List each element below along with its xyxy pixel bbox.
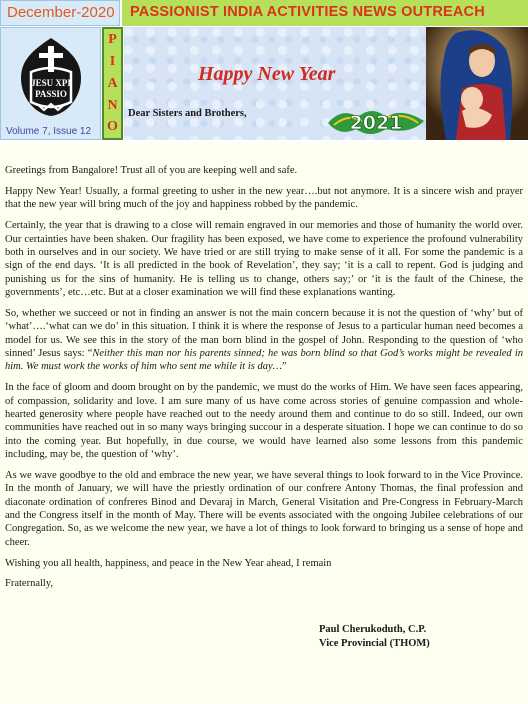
letter-closing-wish: Wishing you all health, happiness, and peace in the New Year ahead, I remain (5, 557, 332, 569)
letter-paragraph: As we wave goodbye to the old and embrace the new year, we have several things to look forward to in the Vice Province. In the month of January, we will have the priestly ordination of our confrere Antony Thomas, the final profession and diaconate ordination of confreres Binod and Devaraj in March, General Visitation and Pre-Congress in February-March and the Congress itself in the month of May. There will be events associated with the ongoing Jubilee celebrations of our Congregation. So, as we welcome the new year, we have a lot of things to look forward to bringing us a sense of hope and cheer. (5, 469, 523, 548)
logo-panel (0, 27, 101, 140)
letter-paragraph: Happy New Year! Usually, a formal greeting to usher in the new year….but not anymore. It is a sincere wish and prayer that the new year will bring much of the joy and happiness robbed by the pandemic. (5, 185, 523, 211)
paragraph-text: So, whether we succeed or not in finding an answer is not the main concern because it is not the question of ‘why’ but of ‘what’….‘what can we do’ in this situation. I think it is where the response of Jesus to a particular human need becomes a model for us. We see this in the story of the man born blind in the gospel of John. Responding to the question of ‘who sinned’ Jesus says: “ (5, 307, 523, 359)
happy-new-year-heading: Happy New Year (198, 63, 336, 85)
piano-letter-p: P (108, 32, 117, 47)
letter-body (0, 143, 528, 704)
year-2021-badge (326, 103, 426, 139)
date-box (0, 0, 120, 26)
signature-name: Paul Cherukoduth, C.P. (319, 624, 427, 635)
passionist-emblem-logo (17, 36, 85, 118)
piano-letter-n: N (107, 98, 118, 113)
new-year-banner (124, 27, 426, 140)
year-badge-text: 2021 (349, 112, 403, 134)
madonna-child-image (426, 27, 528, 140)
logo-text-top: JESU XPI (31, 78, 71, 88)
quote-close: ” (281, 361, 287, 373)
letter-paragraph: In the face of gloom and doom brought on by the pandemic, we must do the works of Him. We have seen faces appearing, of compassion, solidarity and love. I am sure many of us have come across stories of genuine compassion and whole-hearted generosity where people have reached out to the needy around them and continue to do so still. Indeed, our own communities have reached out in so many ways bringing succour in a desperate situation. I hope we can continue to do so into the coming year. But hopefully, in due course, we would have learned also some lessons from this pandemic including, may be, the question of ‘why’. (5, 382, 523, 460)
piano-letter-i: I (109, 54, 116, 69)
piano-letter-a: A (107, 76, 118, 91)
letter-paragraph: Certainly, the year that is drawing to a close will remain engraved in our memories and those of humanity the world over. Our certainties have been shaken. Our fragility has been exposed, we have come to experience the profound vulnerability both in ourselves and in our society. We have tried or are still trying to make sense of it all. For some the pandemic is a sign of the end days. ‘It is all predicted in the book of Revelation’, they say; ‘it is a call to repent. God is judging and punishing us for the sins of humanity. He is telling us to change, others say;’ or ‘it is the fault of the Chinese, the governments’, etc…etc. But at a closer examination we will find these explanations wanting. (5, 220, 523, 298)
masthead-title: PASSIONIST INDIA ACTIVITIES NEWS OUTREACH (130, 4, 485, 20)
letter-text (5, 164, 523, 598)
logo-text-bottom: PASSIO (35, 89, 67, 99)
signature-block (319, 623, 430, 651)
masthead-title-bar (122, 0, 528, 26)
letter-paragraph-scripture (5, 307, 523, 374)
letter-paragraph: Greetings from Bangalore! Trust all of you are keeping well and safe. (5, 165, 298, 176)
piano-letter-o: O (107, 119, 118, 134)
salutation: Dear Sisters and Brothers, (128, 108, 247, 119)
letter-valediction: Fraternally, (5, 578, 54, 590)
madonna-child-painting (426, 27, 528, 140)
piano-strip (102, 27, 123, 140)
issue-date: December-2020 (7, 4, 115, 21)
scripture-quote: Neither this man nor his parents sinned; he was born blind so that God’s works might be revealed in him. We must work the works of him who sent me while it is day… (5, 347, 523, 373)
signature-title: Vice Provincial (THOM) (319, 638, 430, 649)
volume-issue: Volume 7, Issue 12 (6, 126, 92, 137)
